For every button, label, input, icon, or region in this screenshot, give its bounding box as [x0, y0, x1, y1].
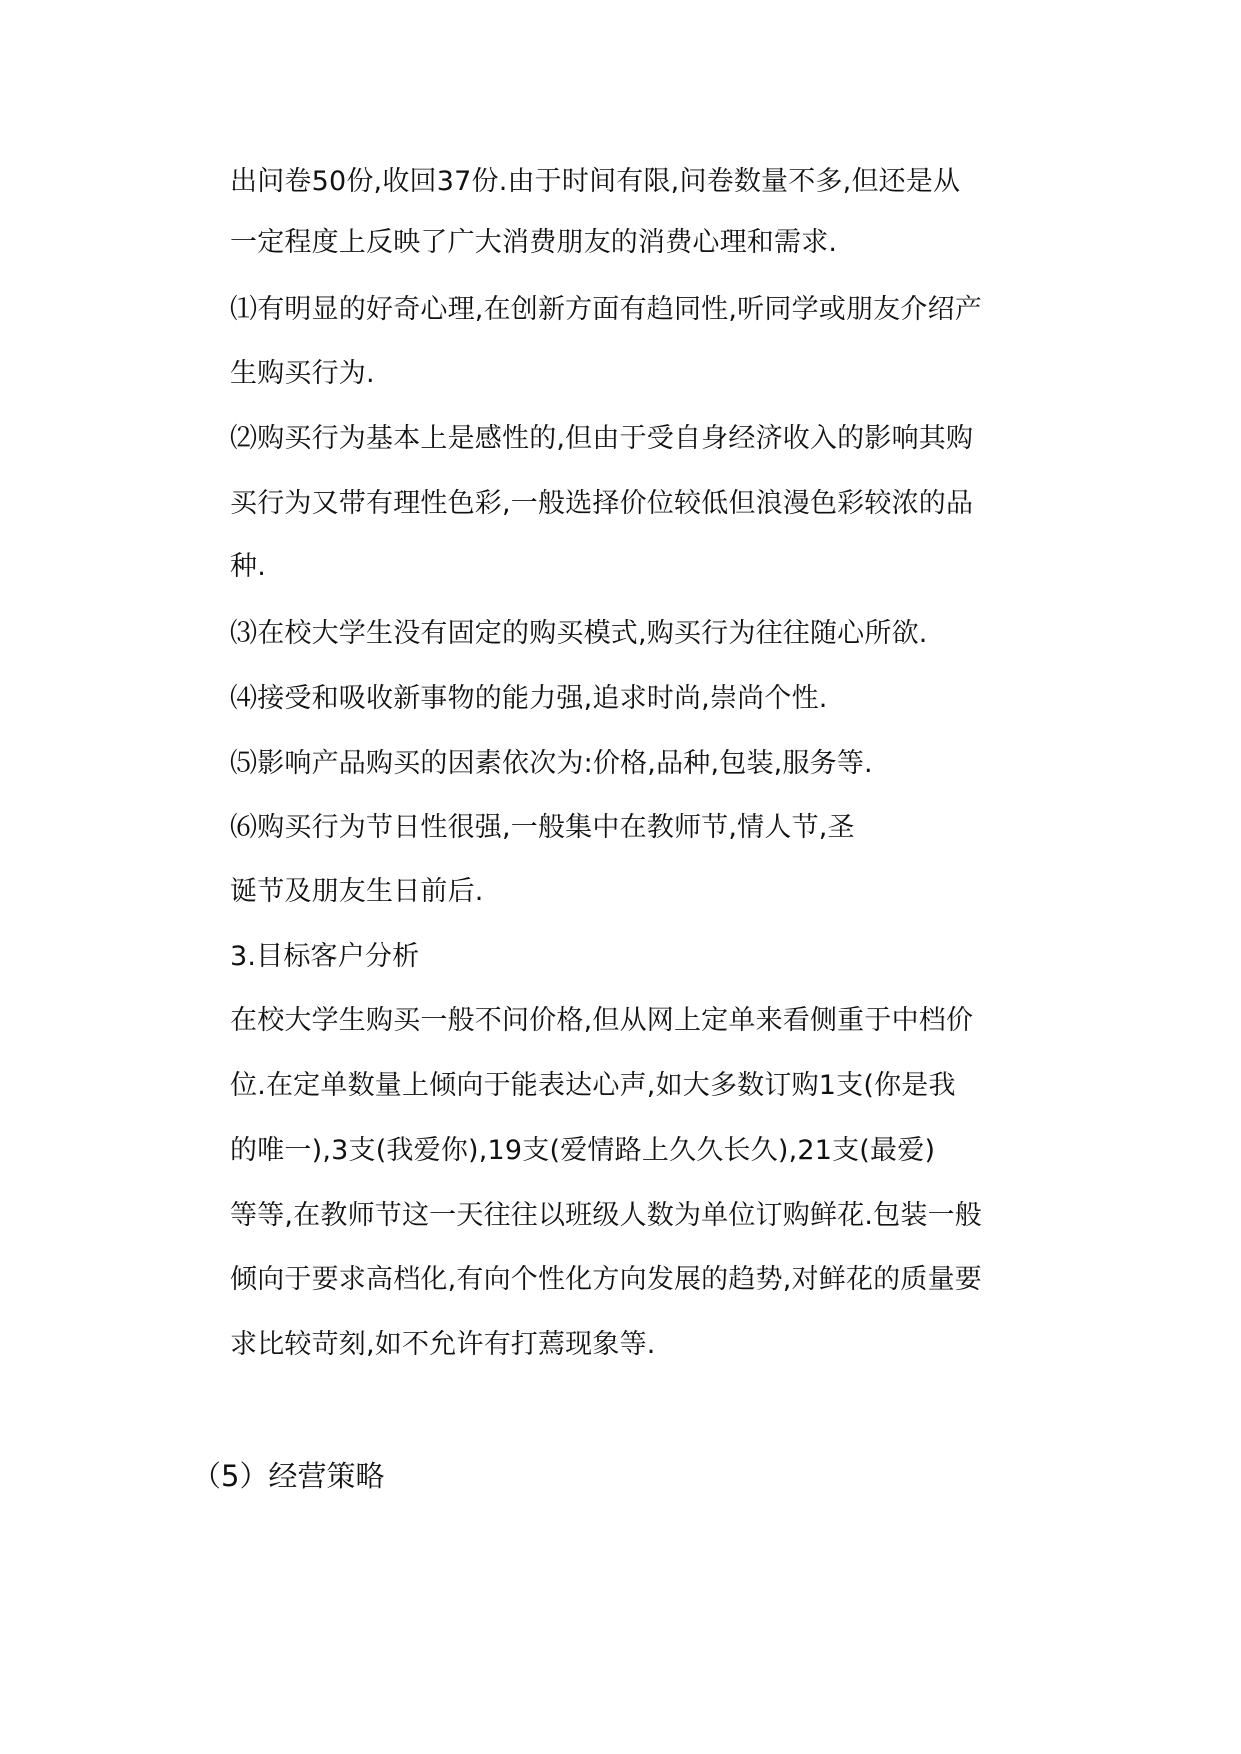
- list-item-6-line: ⑹购买行为节日性很强,一般集中在教师节,情人节,圣: [230, 812, 855, 843]
- list-item-1-line: 生购买行为.: [230, 358, 375, 389]
- paragraph-line: 出问卷50份,收回37份.由于时间有限,问卷数量不多,但还是从: [230, 166, 961, 197]
- section-3-line: 位.在定单数量上倾向于能表达心声,如大多数订购1支(你是我: [230, 1070, 956, 1101]
- paragraph-line: 一定程度上反映了广大消费朋友的消费心理和需求.: [230, 227, 838, 258]
- section-3-line: 倾向于要求高档化,有向个性化方向发展的趋势,对鲜花的质量要: [230, 1264, 982, 1295]
- list-item-3-line: ⑶在校大学生没有固定的购买模式,购买行为往往随心所欲.: [230, 618, 928, 649]
- list-item-1-line: ⑴有明显的好奇心理,在创新方面有趋同性,听同学或朋友介绍产: [230, 294, 982, 325]
- section-3-title: 3.目标客户分析: [230, 941, 420, 972]
- section-3-line: 求比较苛刻,如不允许有打蔫现象等.: [230, 1329, 656, 1360]
- list-item-4-line: ⑷接受和吸收新事物的能力强,追求时尚,崇尚个性.: [230, 683, 828, 714]
- list-item-2-line: ⑵购买行为基本上是感性的,但由于受自身经济收入的影响其购: [230, 423, 974, 454]
- section-3-line: 在校大学生购买一般不问价格,但从网上定单来看侧重于中档价: [230, 1005, 974, 1036]
- list-item-2-line: 种.: [230, 551, 266, 582]
- list-item-2-line: 买行为又带有理性色彩,一般选择价位较低但浪漫色彩较浓的品: [230, 488, 974, 519]
- list-item-6-line: 诞节及朋友生日前后.: [230, 876, 484, 907]
- list-item-5-line: ⑸影响产品购买的因素依次为:价格,品种,包装,服务等.: [230, 748, 873, 779]
- section-3-line: 的唯一),3支(我爱你),19支(爱情路上久久长久),21支(最爱): [230, 1135, 936, 1166]
- section-3-line: 等等,在教师节这一天往往以班级人数为单位订购鲜花.包装一般: [230, 1200, 982, 1231]
- section-5-title: （5）经营策略: [192, 1459, 385, 1493]
